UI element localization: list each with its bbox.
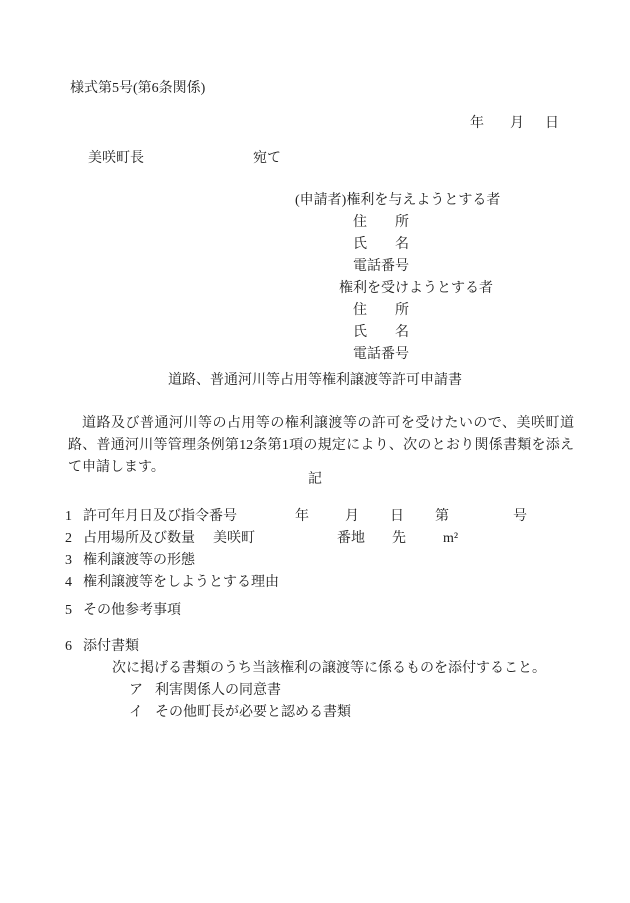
date-month-label: 月 (510, 116, 524, 131)
attachment-i-text: その他町長が必要と認める書類 (155, 705, 351, 720)
item1-day-label: 日 (390, 509, 404, 524)
record-marker: 記 (308, 472, 322, 487)
grantee-party-header: 権利を受けようとする者 (339, 281, 493, 296)
item1-month-label: 月 (345, 509, 359, 524)
item1-year-label: 年 (295, 509, 309, 524)
grantee-phone-label: 電話番号 (353, 347, 409, 362)
item5-label: その他参考事項 (83, 603, 181, 618)
date-day-label: 日 (545, 116, 559, 131)
grantee-address-label-right: 所 (395, 303, 409, 318)
date-year-label: 年 (470, 116, 484, 131)
attachment-a-mark: ア (129, 683, 143, 698)
attachment-a-text: 利害関係人の同意書 (155, 683, 281, 698)
grantee-address-label-left: 住 (353, 303, 367, 318)
item2-number: 2 (65, 531, 72, 546)
body-paragraph: 道路及び普通河川等の占用等の権利譲渡等の許可を受けたいので、美咲町道路、普通河川等管理条例第12条第1項の規定により、次のとおり関係書類を添えて申請します。 (68, 416, 574, 475)
item3-number: 3 (65, 553, 72, 568)
item5-number: 5 (65, 603, 72, 618)
form-number: 様式第5号(第6条関係) (70, 81, 206, 96)
item2-label: 占用場所及び数量 (83, 531, 195, 546)
item2-area-unit-label: m² (443, 531, 459, 546)
item1-directive-prefix: 第 (435, 509, 449, 524)
item6-number: 6 (65, 639, 72, 654)
grantee-name-label-right: 名 (395, 325, 409, 340)
item4-number: 4 (65, 575, 72, 590)
item1-directive-suffix: 号 (513, 509, 527, 524)
grantor-party-header: (申請者)権利を与えようとする者 (295, 193, 501, 208)
addressee-name: 美咲町長 (88, 151, 144, 166)
grantor-name-label-right: 名 (395, 237, 409, 252)
grantor-address-label-left: 住 (353, 215, 367, 230)
item2-town-label: 美咲町 (213, 531, 255, 546)
item4-label: 権利譲渡等をしようとする理由 (83, 575, 279, 590)
grantor-name-label-left: 氏 (353, 237, 367, 252)
attachment-i-mark: イ (129, 705, 143, 720)
item1-number: 1 (65, 509, 72, 524)
grantor-phone-label: 電話番号 (353, 259, 409, 274)
grantor-address-label-right: 所 (395, 215, 409, 230)
item2-banchi-label: 番地 (337, 531, 365, 546)
item3-label: 権利譲渡等の形態 (83, 553, 195, 568)
document-title: 道路、普通河川等占用等権利譲渡等許可申請書 (168, 373, 462, 388)
attachments-note: 次に掲げる書類のうち当該権利の譲渡等に係るものを添付すること。 (112, 661, 546, 676)
grantee-name-label-left: 氏 (353, 325, 367, 340)
addressee-suffix: 宛て (253, 151, 281, 166)
item2-saki-label: 先 (392, 531, 406, 546)
item1-label: 許可年月日及び指令番号 (83, 509, 237, 524)
item6-label: 添付書類 (83, 639, 139, 654)
